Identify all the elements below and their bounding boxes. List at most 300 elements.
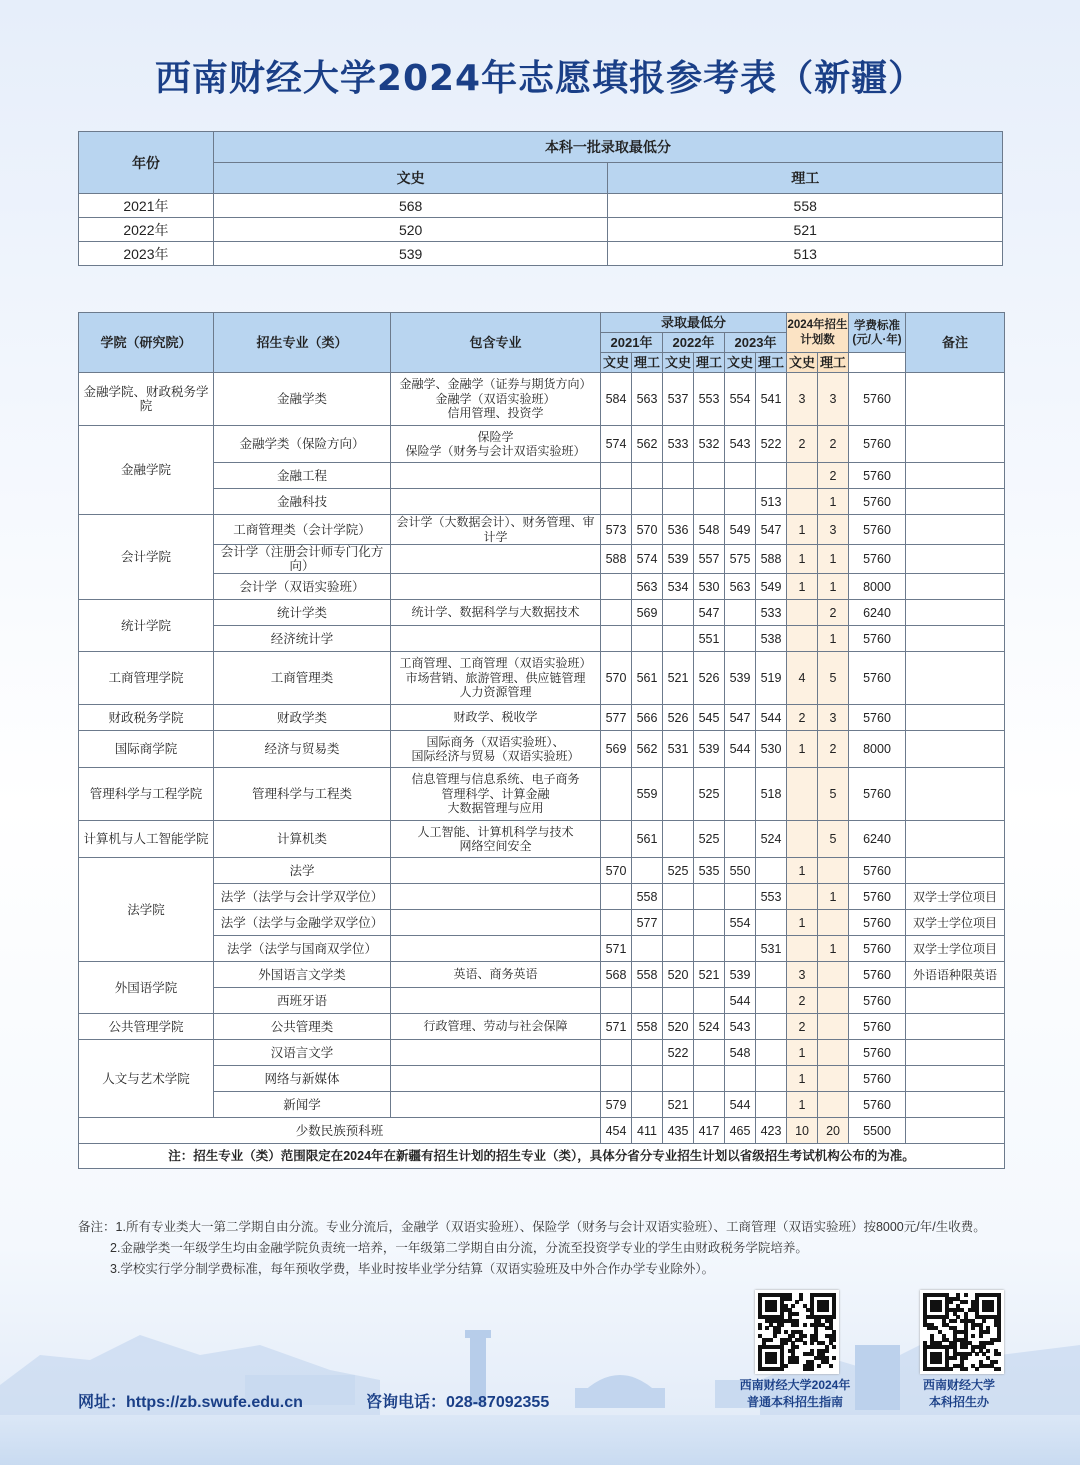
college-cell: 人文与艺术学院 (79, 1040, 214, 1118)
score-cell (694, 988, 725, 1014)
major-cell: 法学 (214, 858, 391, 884)
score-cell: 571 (601, 936, 632, 962)
score-cell: 465 (725, 1118, 756, 1144)
score-cell (632, 936, 663, 962)
major-row (79, 600, 1005, 626)
plan-cell (818, 962, 849, 988)
score-cell: 588 (601, 545, 632, 574)
score-cell-year: 2022年 (79, 218, 214, 242)
score-cell: 559 (632, 768, 663, 821)
plan-cell: 2 (787, 426, 818, 463)
remark-header: 备注 (906, 313, 1005, 373)
plan-cell: 3 (787, 373, 818, 426)
major-row (79, 463, 1005, 489)
qr-module (780, 1367, 784, 1371)
score-row (79, 218, 1003, 242)
score-cell: 584 (601, 373, 632, 426)
qr-module (982, 1319, 986, 1323)
score-cell: 544 (725, 988, 756, 1014)
include-cell (391, 858, 601, 884)
li-header: 理工 (608, 163, 1003, 194)
remark-cell (906, 858, 1005, 884)
score-cell: 551 (694, 626, 725, 652)
college-cell: 国际商学院 (79, 731, 214, 768)
score-cell: 562 (632, 731, 663, 768)
score-cell: 547 (725, 705, 756, 731)
score-cell: 524 (694, 1014, 725, 1040)
score-cell-li: 558 (608, 194, 1003, 218)
score-cell: 577 (632, 910, 663, 936)
qr-module (773, 1308, 777, 1312)
score-cell-li: 521 (608, 218, 1003, 242)
wen-subheader: 文史 (601, 353, 632, 373)
include-line: 财政学、税收学 (453, 710, 538, 725)
qr-module (795, 1312, 799, 1316)
li-subheader: 理工 (756, 353, 787, 373)
college-cell: 管理科学与工程学院 (79, 768, 214, 821)
li-subheader: 理工 (694, 353, 725, 373)
score-cell (725, 463, 756, 489)
qr-module (825, 1308, 829, 1312)
fee-cell: 5760 (849, 652, 906, 705)
include-cell (391, 489, 601, 515)
include-line: 统计学、数据科学与大数据技术 (411, 605, 580, 620)
plan-cell: 1 (787, 545, 818, 574)
major-cell: 统计学类 (214, 600, 391, 626)
remark-cell (906, 373, 1005, 426)
plan-cell: 3 (818, 373, 849, 426)
qr-code-guide[interactable] (755, 1290, 839, 1374)
include-cell (391, 1014, 601, 1040)
fee-cell: 5760 (849, 1040, 906, 1066)
fee-header: 学费标准(元/人·年) (849, 313, 906, 353)
plan-cell: 1 (818, 936, 849, 962)
qr-module (832, 1345, 836, 1349)
score-cell (663, 600, 694, 626)
include-line: 工商管理、工商管理（双语实验班） (399, 656, 592, 671)
major-cell: 金融学类 (214, 373, 391, 426)
include-cell (391, 626, 601, 652)
plan-cell (818, 1092, 849, 1118)
plan-cell (787, 463, 818, 489)
score-cell (756, 1066, 787, 1092)
plan-cell: 2 (787, 1014, 818, 1040)
score-cell (694, 489, 725, 515)
score-cell (725, 821, 756, 858)
qr-module (990, 1341, 994, 1345)
remark-cell (906, 545, 1005, 574)
major-cell: 金融科技 (214, 489, 391, 515)
score-cell: 550 (725, 858, 756, 884)
qr-module (803, 1341, 807, 1345)
include-cell (391, 1040, 601, 1066)
fee-cell: 5760 (849, 489, 906, 515)
score-cell: 569 (632, 600, 663, 626)
score-cell-wen: 539 (213, 242, 608, 266)
qr-module (795, 1345, 799, 1349)
score-cell (756, 858, 787, 884)
plan-cell: 1 (787, 858, 818, 884)
score-cell (632, 463, 663, 489)
score-cell: 548 (725, 1040, 756, 1066)
remark-cell (906, 731, 1005, 768)
major-row (79, 821, 1005, 858)
score-cell (632, 489, 663, 515)
score-cell (632, 1066, 663, 1092)
major-cell: 西班牙语 (214, 988, 391, 1014)
college-header: 学院（研究院） (79, 313, 214, 373)
college-cell: 工商管理学院 (79, 652, 214, 705)
score-cell (663, 884, 694, 910)
qr-module (810, 1341, 814, 1345)
plan-cell: 1 (818, 489, 849, 515)
score-cell (663, 489, 694, 515)
score-cell (756, 1040, 787, 1066)
major-row (79, 489, 1005, 515)
score-cell (756, 1092, 787, 1118)
wen-subheader: 文史 (787, 353, 818, 373)
include-line: 英语、商务英语 (453, 967, 538, 982)
major-row (79, 1014, 1005, 1040)
include-line: 国际商务（双语实验班）、 (426, 734, 565, 749)
plan-cell (787, 489, 818, 515)
score-cell-wen: 568 (213, 194, 608, 218)
remark-cell (906, 574, 1005, 600)
score-cell: 553 (756, 884, 787, 910)
score-cell (756, 910, 787, 936)
remark-cell (906, 821, 1005, 858)
plan-cell: 10 (787, 1118, 818, 1144)
qr-module (803, 1323, 807, 1327)
score-cell-year: 2021年 (79, 194, 214, 218)
qr-code-admission-office[interactable] (920, 1290, 1004, 1374)
plan-cell: 1 (787, 1066, 818, 1092)
score-cell: 588 (756, 545, 787, 574)
score-cell (663, 988, 694, 1014)
major-cell: 金融学类（保险方向） (214, 426, 391, 463)
score-cell (756, 962, 787, 988)
score-cell: 561 (632, 652, 663, 705)
score-cell (601, 1066, 632, 1092)
score-cell: 574 (601, 426, 632, 463)
qr-module (949, 1367, 953, 1371)
major-cell: 法学（法学与国商双学位） (214, 936, 391, 962)
batch-header: 本科一批录取最低分 (213, 132, 1002, 163)
remark-cell (906, 1040, 1005, 1066)
qr-module (986, 1330, 990, 1334)
plan-cell (818, 858, 849, 884)
batch-score-table (78, 131, 1003, 266)
qr-module (780, 1323, 784, 1327)
qr-module (964, 1367, 968, 1371)
plan-cell: 2 (818, 731, 849, 768)
plan-cell: 1 (818, 574, 849, 600)
plan-cell: 3 (787, 962, 818, 988)
qr-module (953, 1319, 957, 1323)
qr-module (795, 1323, 799, 1327)
major-cell: 计算机类 (214, 821, 391, 858)
qr-module (986, 1349, 990, 1353)
score-cell: 518 (756, 768, 787, 821)
qr-module (825, 1349, 829, 1353)
score-cell: 520 (663, 1014, 694, 1040)
score-cell-wen: 520 (213, 218, 608, 242)
major-row (79, 1040, 1005, 1066)
major-row (79, 962, 1005, 988)
score-cell-year: 2023年 (79, 242, 214, 266)
score-cell: 575 (725, 545, 756, 574)
major-row (79, 545, 1005, 574)
score-cell: 539 (725, 652, 756, 705)
year-2021-header: 2021年 (601, 333, 663, 353)
score-cell (725, 600, 756, 626)
fee-cell: 5760 (849, 515, 906, 545)
remark-cell: 双学士学位项目 (906, 936, 1005, 962)
score-cell: 573 (601, 515, 632, 545)
remark-cell (906, 705, 1005, 731)
qr-module (817, 1364, 821, 1368)
score-cell: 522 (756, 426, 787, 463)
score-cell (632, 1040, 663, 1066)
remark-cell (906, 1092, 1005, 1118)
plan-cell: 1 (787, 1092, 818, 1118)
score-cell (601, 768, 632, 821)
score-cell (756, 463, 787, 489)
plan-cell: 2 (818, 426, 849, 463)
qr-module (953, 1356, 957, 1360)
score-cell (725, 626, 756, 652)
score-cell (663, 936, 694, 962)
qr1-caption: 西南财经大学2024年 普通本科招生指南 (739, 1378, 851, 1409)
college-cell: 金融学院 (79, 426, 214, 515)
score-cell: 539 (694, 731, 725, 768)
include-line: 大数据管理与应用 (447, 801, 544, 816)
plan-cell (787, 821, 818, 858)
qr-module (773, 1360, 777, 1364)
remark-cell (906, 652, 1005, 705)
major-cell: 公共管理类 (214, 1014, 391, 1040)
score-cell: 571 (601, 1014, 632, 1040)
qr-module (997, 1352, 1001, 1356)
include-line: 信息管理与信息系统、电子商务 (411, 772, 580, 787)
major-row (79, 988, 1005, 1014)
qr-module (795, 1360, 799, 1364)
score-cell: 534 (663, 574, 694, 600)
score-cell (601, 626, 632, 652)
plan-cell: 1 (787, 515, 818, 545)
score-cell: 541 (756, 373, 787, 426)
score-cell: 543 (725, 426, 756, 463)
score-cell: 525 (663, 858, 694, 884)
score-cell: 454 (601, 1118, 632, 1144)
fee-cell: 6240 (849, 600, 906, 626)
include-line: 保险学 (477, 429, 514, 444)
score-cell (601, 821, 632, 858)
college-cell: 金融学院、财政税务学院 (79, 373, 214, 426)
qr-module (990, 1308, 994, 1312)
plan-cell: 2 (787, 705, 818, 731)
score-cell-li: 513 (608, 242, 1003, 266)
major-cell: 经济与贸易类 (214, 731, 391, 768)
notes-section (78, 1217, 1018, 1280)
qr-module (968, 1352, 972, 1356)
score-cell: 521 (663, 1092, 694, 1118)
remark-cell (906, 489, 1005, 515)
wen-subheader: 文史 (663, 353, 694, 373)
min-score-header: 录取最低分 (601, 313, 787, 333)
include-cell (391, 1066, 601, 1092)
fee-cell: 5760 (849, 463, 906, 489)
qr-module (938, 1360, 942, 1364)
wen-header: 文史 (213, 163, 608, 194)
score-cell: 543 (725, 1014, 756, 1040)
score-cell: 537 (663, 373, 694, 426)
qr-module (832, 1315, 836, 1319)
plan-cell: 1 (787, 731, 818, 768)
major-row (79, 652, 1005, 705)
website-link[interactable]: 网址：https://zb.swufe.edu.cn (78, 1394, 303, 1411)
major-row (79, 373, 1005, 426)
plan-cell (787, 936, 818, 962)
score-cell: 533 (756, 600, 787, 626)
score-cell: 535 (694, 858, 725, 884)
qr-module (949, 1300, 953, 1304)
qr-module (784, 1341, 788, 1345)
table-note: 注：招生专业（类）范围限定在2024年在新疆有招生计划的招生专业（类），具体分省分专业招生计划以省级招生考试机构公布的为准。 (79, 1144, 1005, 1169)
qr-module (964, 1356, 968, 1360)
include-cell (391, 545, 601, 574)
fee-cell: 5760 (849, 545, 906, 574)
score-cell: 435 (663, 1118, 694, 1144)
include-cell (391, 1092, 601, 1118)
plan-cell: 1 (787, 1040, 818, 1066)
major-row (79, 1092, 1005, 1118)
remark-cell (906, 463, 1005, 489)
major-cell: 会计学（注册会计师专门化方向） (214, 545, 391, 574)
include-cell (391, 962, 601, 988)
qr-module (829, 1364, 833, 1368)
remark-cell (906, 768, 1005, 821)
score-cell: 545 (694, 705, 725, 731)
plan-cell: 5 (818, 768, 849, 821)
major-row (79, 626, 1005, 652)
major-row (79, 574, 1005, 600)
score-cell (694, 1040, 725, 1066)
score-cell: 536 (663, 515, 694, 545)
score-cell: 526 (663, 705, 694, 731)
score-cell: 533 (663, 426, 694, 463)
college-cell: 会计学院 (79, 515, 214, 600)
plan-cell: 1 (787, 910, 818, 936)
qr-module (964, 1300, 968, 1304)
qr-module (773, 1334, 777, 1338)
include-cell (391, 936, 601, 962)
score-cell: 557 (694, 545, 725, 574)
score-cell: 544 (725, 731, 756, 768)
score-cell: 539 (725, 962, 756, 988)
score-cell: 531 (756, 936, 787, 962)
remark-cell (906, 600, 1005, 626)
score-cell (663, 821, 694, 858)
score-cell: 554 (725, 910, 756, 936)
remark-cell: 外语语种限英语 (906, 962, 1005, 988)
score-cell: 544 (725, 1092, 756, 1118)
plan-cell: 1 (818, 884, 849, 910)
major-cell: 网络与新媒体 (214, 1066, 391, 1092)
score-cell (663, 768, 694, 821)
score-cell: 544 (756, 705, 787, 731)
plan-cell: 2 (818, 600, 849, 626)
score-cell: 566 (632, 705, 663, 731)
include-cell (391, 821, 601, 858)
plan-cell (787, 768, 818, 821)
qr-module (994, 1360, 998, 1364)
table-note-row (79, 1144, 1005, 1169)
score-cell (725, 1066, 756, 1092)
qr-module (997, 1338, 1001, 1342)
fee-cell: 5760 (849, 626, 906, 652)
include-line: 行政管理、劳动与社会保障 (423, 1019, 568, 1034)
include-cell (391, 731, 601, 768)
include-cell (391, 574, 601, 600)
plan-cell (818, 910, 849, 936)
major-row (79, 515, 1005, 545)
score-cell: 524 (756, 821, 787, 858)
qr2-caption: 西南财经大学 本科招生办 (922, 1378, 995, 1409)
year-header: 年份 (79, 132, 214, 194)
qr-module (769, 1338, 773, 1342)
score-cell: 548 (694, 515, 725, 545)
score-cell: 577 (601, 705, 632, 731)
plan-cell (787, 600, 818, 626)
major-row (79, 884, 1005, 910)
major-cell: 法学（法学与金融学双学位） (214, 910, 391, 936)
year-2022-header: 2022年 (663, 333, 725, 353)
qr-module (765, 1326, 769, 1330)
include-cell (391, 600, 601, 626)
score-cell (663, 1066, 694, 1092)
score-cell (694, 936, 725, 962)
major-cell: 外国语言文学类 (214, 962, 391, 988)
plan-cell: 5 (818, 652, 849, 705)
score-cell (725, 768, 756, 821)
include-line: 人工智能、计算机科学与技术 (417, 824, 574, 839)
include-line: 金融学、金融学（证券与期货方向） (399, 377, 592, 392)
score-cell (601, 600, 632, 626)
plan-cell: 1 (818, 545, 849, 574)
include-cell (391, 463, 601, 489)
qr-module (975, 1352, 979, 1356)
qr-module (803, 1334, 807, 1338)
plan-cell: 3 (818, 705, 849, 731)
score-row (79, 194, 1003, 218)
score-cell: 521 (663, 652, 694, 705)
plan-header: 2024年招生计划数 (787, 313, 849, 353)
plan-cell (818, 1040, 849, 1066)
qr-module (971, 1326, 975, 1330)
qr-module (777, 1330, 781, 1334)
score-cell: 520 (663, 962, 694, 988)
fee-cell: 5760 (849, 426, 906, 463)
major-header: 招生专业（类） (214, 313, 391, 373)
major-cell: 金融工程 (214, 463, 391, 489)
score-cell (756, 988, 787, 1014)
major-row (79, 426, 1005, 463)
major-cell: 财政学类 (214, 705, 391, 731)
score-row (79, 242, 1003, 266)
include-cell (391, 768, 601, 821)
remark-cell (906, 626, 1005, 652)
